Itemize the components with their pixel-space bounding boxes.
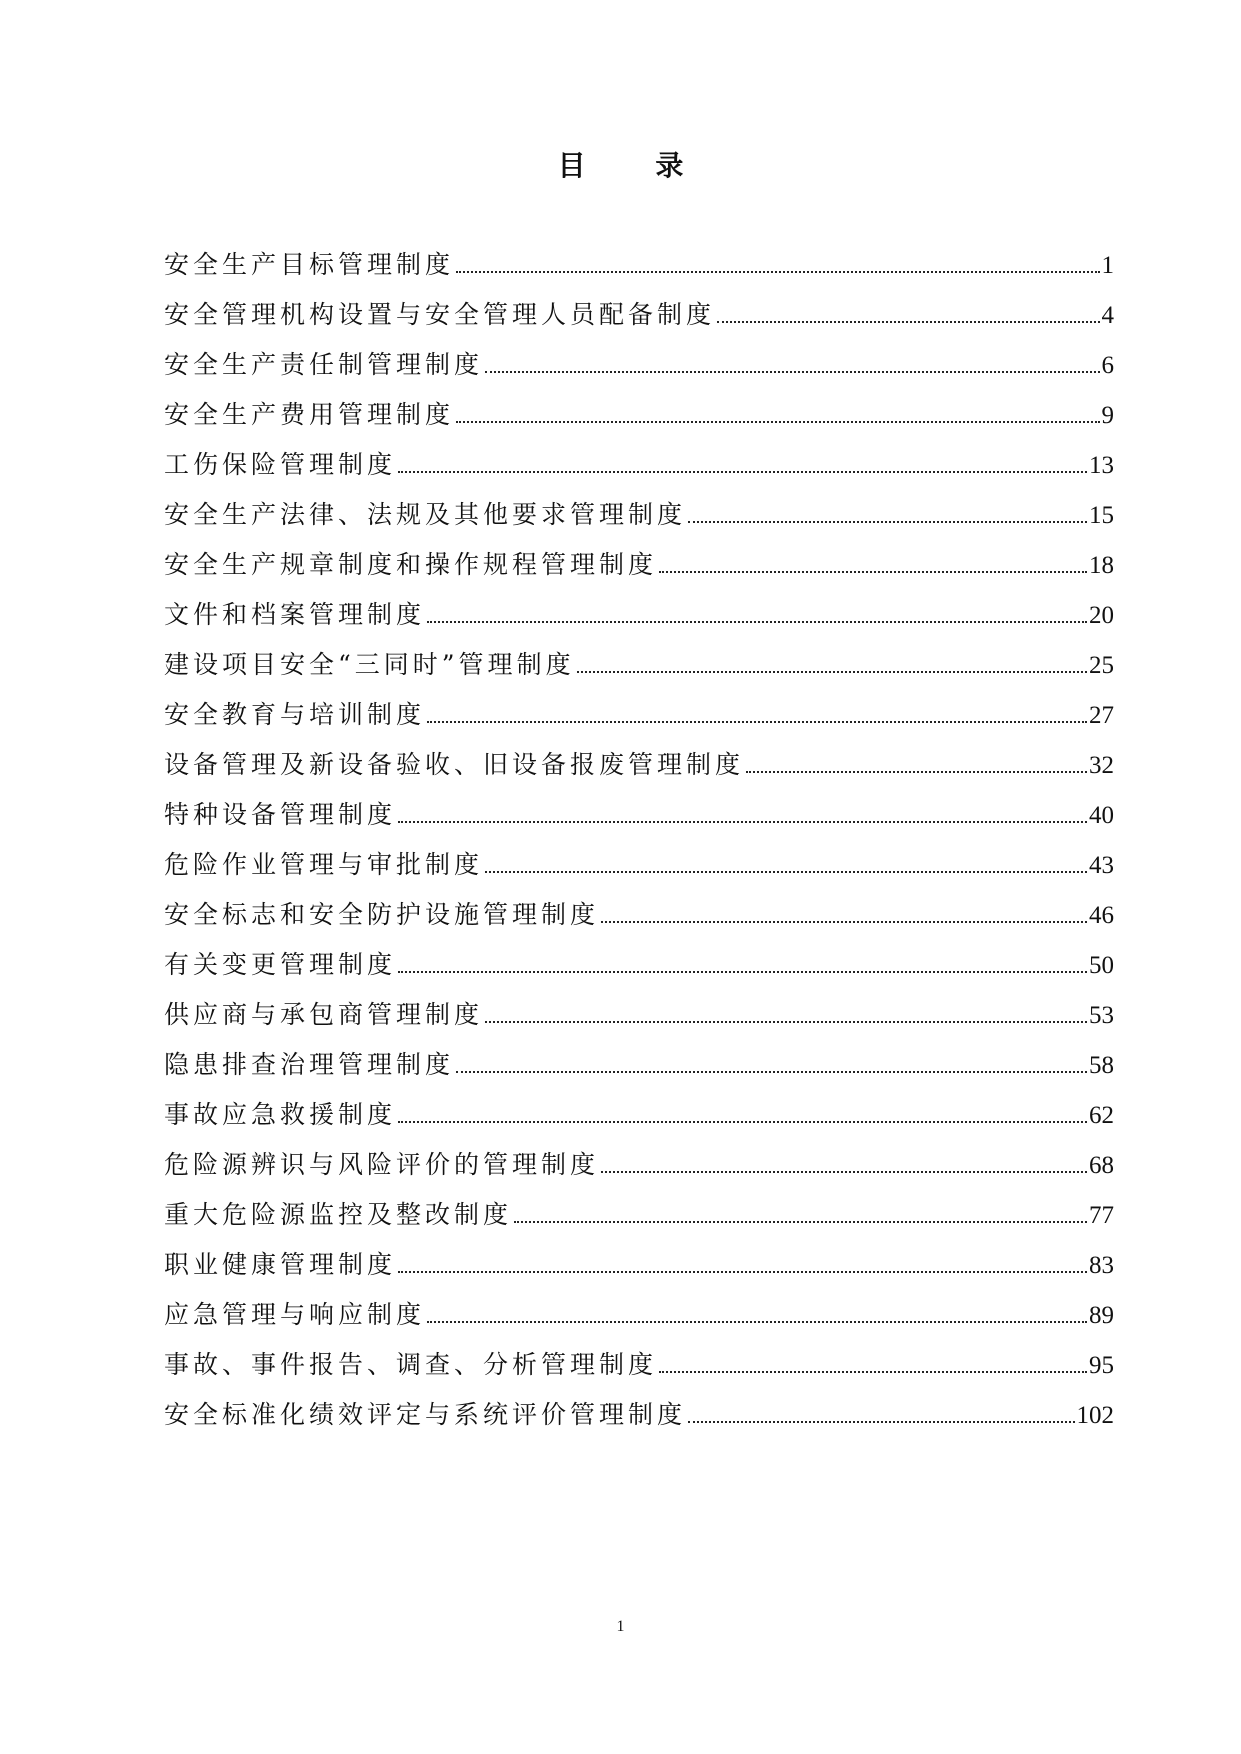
dot-leader — [717, 320, 1099, 323]
toc-entry[interactable] — [164, 595, 1114, 645]
toc-entry-page-number: 25 — [1089, 652, 1114, 679]
dot-leader — [456, 1070, 1087, 1073]
table-of-contents — [164, 245, 1114, 1445]
dot-leader — [427, 720, 1087, 723]
dot-leader — [456, 420, 1099, 423]
dot-leader — [456, 270, 1099, 273]
toc-entry[interactable] — [164, 745, 1114, 795]
toc-entry-title: 特种设备管理制度 — [164, 800, 397, 829]
toc-entry-title: 重大危险源监控及整改制度 — [164, 1200, 513, 1229]
toc-entry-title: 职业健康管理制度 — [164, 1250, 397, 1279]
toc-entry-title: 事故、事件报告、调查、分析管理制度 — [164, 1350, 658, 1379]
dot-leader — [659, 570, 1087, 573]
toc-entry[interactable] — [164, 1295, 1114, 1345]
toc-entry[interactable] — [164, 1095, 1114, 1145]
toc-entry[interactable] — [164, 1145, 1114, 1195]
toc-entry-page-number: 102 — [1076, 1402, 1114, 1429]
dot-leader — [514, 1220, 1087, 1223]
toc-entry-page-number: 89 — [1089, 1302, 1114, 1329]
toc-entry-title: 供应商与承包商管理制度 — [164, 1000, 484, 1029]
toc-entry-page-number: 13 — [1089, 452, 1114, 479]
toc-entry[interactable] — [164, 1345, 1114, 1395]
toc-entry[interactable] — [164, 445, 1114, 495]
toc-entry-title: 危险源辨识与风险评价的管理制度 — [164, 1150, 600, 1179]
toc-entry-title: 危险作业管理与审批制度 — [164, 850, 484, 879]
dot-leader — [688, 1420, 1074, 1423]
toc-entry[interactable] — [164, 645, 1114, 695]
toc-entry-title: 应急管理与响应制度 — [164, 1300, 426, 1329]
toc-entry[interactable] — [164, 1245, 1114, 1295]
dot-leader — [427, 1320, 1087, 1323]
dot-leader — [688, 520, 1087, 523]
toc-entry-page-number: 27 — [1089, 702, 1114, 729]
toc-entry[interactable] — [164, 1395, 1114, 1445]
toc-entry-title: 事故应急救援制度 — [164, 1100, 397, 1129]
dot-leader — [746, 770, 1087, 773]
toc-entry[interactable] — [164, 1045, 1114, 1095]
toc-entry[interactable] — [164, 495, 1114, 545]
toc-entry-title: 安全教育与培训制度 — [164, 700, 426, 729]
toc-entry-page-number: 68 — [1089, 1152, 1114, 1179]
dot-leader — [398, 1270, 1087, 1273]
dot-leader — [398, 470, 1087, 473]
toc-entry-page-number: 6 — [1101, 352, 1114, 379]
page-number: 1 — [616, 1618, 625, 1635]
toc-entry[interactable] — [164, 345, 1114, 395]
dot-leader — [485, 1020, 1087, 1023]
toc-entry-title: 设备管理及新设备验收、旧设备报废管理制度 — [164, 750, 745, 779]
dot-leader — [398, 1120, 1087, 1123]
toc-entry-title: 安全生产费用管理制度 — [164, 400, 455, 429]
toc-entry-page-number: 20 — [1089, 602, 1114, 629]
toc-entry-page-number: 40 — [1089, 802, 1114, 829]
toc-entry-page-number: 46 — [1089, 902, 1114, 929]
dot-leader — [601, 1170, 1087, 1173]
dot-leader — [485, 870, 1087, 873]
toc-entry-title: 隐患排查治理管理制度 — [164, 1050, 455, 1079]
toc-entry[interactable] — [164, 795, 1114, 845]
toc-entry[interactable] — [164, 395, 1114, 445]
toc-entry[interactable] — [164, 995, 1114, 1045]
toc-entry-title: 安全管理机构设置与安全管理人员配备制度 — [164, 300, 716, 329]
toc-entry-title: 工伤保险管理制度 — [164, 450, 397, 479]
toc-entry-page-number: 95 — [1089, 1352, 1114, 1379]
toc-entry-page-number: 83 — [1089, 1252, 1114, 1279]
toc-entry-title: 安全标志和安全防护设施管理制度 — [164, 900, 600, 929]
dot-leader — [601, 920, 1087, 923]
dot-leader — [485, 370, 1099, 373]
toc-entry-page-number: 58 — [1089, 1052, 1114, 1079]
dot-leader — [577, 670, 1087, 673]
toc-entry-page-number: 9 — [1101, 402, 1114, 429]
toc-entry[interactable] — [164, 895, 1114, 945]
toc-entry-title: 有关变更管理制度 — [164, 950, 397, 979]
toc-entry[interactable] — [164, 1195, 1114, 1245]
toc-entry[interactable] — [164, 545, 1114, 595]
toc-entry-title: 安全生产法律、法规及其他要求管理制度 — [164, 500, 687, 529]
toc-entry-title: 安全标准化绩效评定与系统评价管理制度 — [164, 1400, 687, 1429]
toc-entry-title: 建设项目安全“三同时”管理制度 — [164, 650, 575, 679]
toc-entry[interactable] — [164, 945, 1114, 995]
toc-entry-page-number: 18 — [1089, 552, 1114, 579]
toc-entry-title: 文件和档案管理制度 — [164, 600, 426, 629]
toc-entry[interactable] — [164, 845, 1114, 895]
toc-entry[interactable] — [164, 295, 1114, 345]
toc-entry[interactable] — [164, 245, 1114, 295]
dot-leader — [659, 1370, 1087, 1373]
toc-entry-title: 安全生产目标管理制度 — [164, 250, 455, 279]
toc-entry-page-number: 77 — [1089, 1202, 1114, 1229]
toc-entry[interactable] — [164, 695, 1114, 745]
toc-entry-page-number: 4 — [1101, 302, 1114, 329]
toc-entry-page-number: 43 — [1089, 852, 1114, 879]
dot-leader — [398, 970, 1087, 973]
toc-entry-page-number: 50 — [1089, 952, 1114, 979]
toc-entry-title: 安全生产规章制度和操作规程管理制度 — [164, 550, 658, 579]
toc-entry-page-number: 53 — [1089, 1002, 1114, 1029]
toc-entry-page-number: 32 — [1089, 752, 1114, 779]
toc-entry-page-number: 62 — [1089, 1102, 1114, 1129]
toc-entry-page-number: 15 — [1089, 502, 1114, 529]
toc-entry-title: 安全生产责任制管理制度 — [164, 350, 484, 379]
toc-heading: 目 录 — [557, 149, 714, 182]
toc-entry-page-number: 1 — [1101, 252, 1114, 279]
dot-leader — [427, 620, 1087, 623]
dot-leader — [398, 820, 1087, 823]
